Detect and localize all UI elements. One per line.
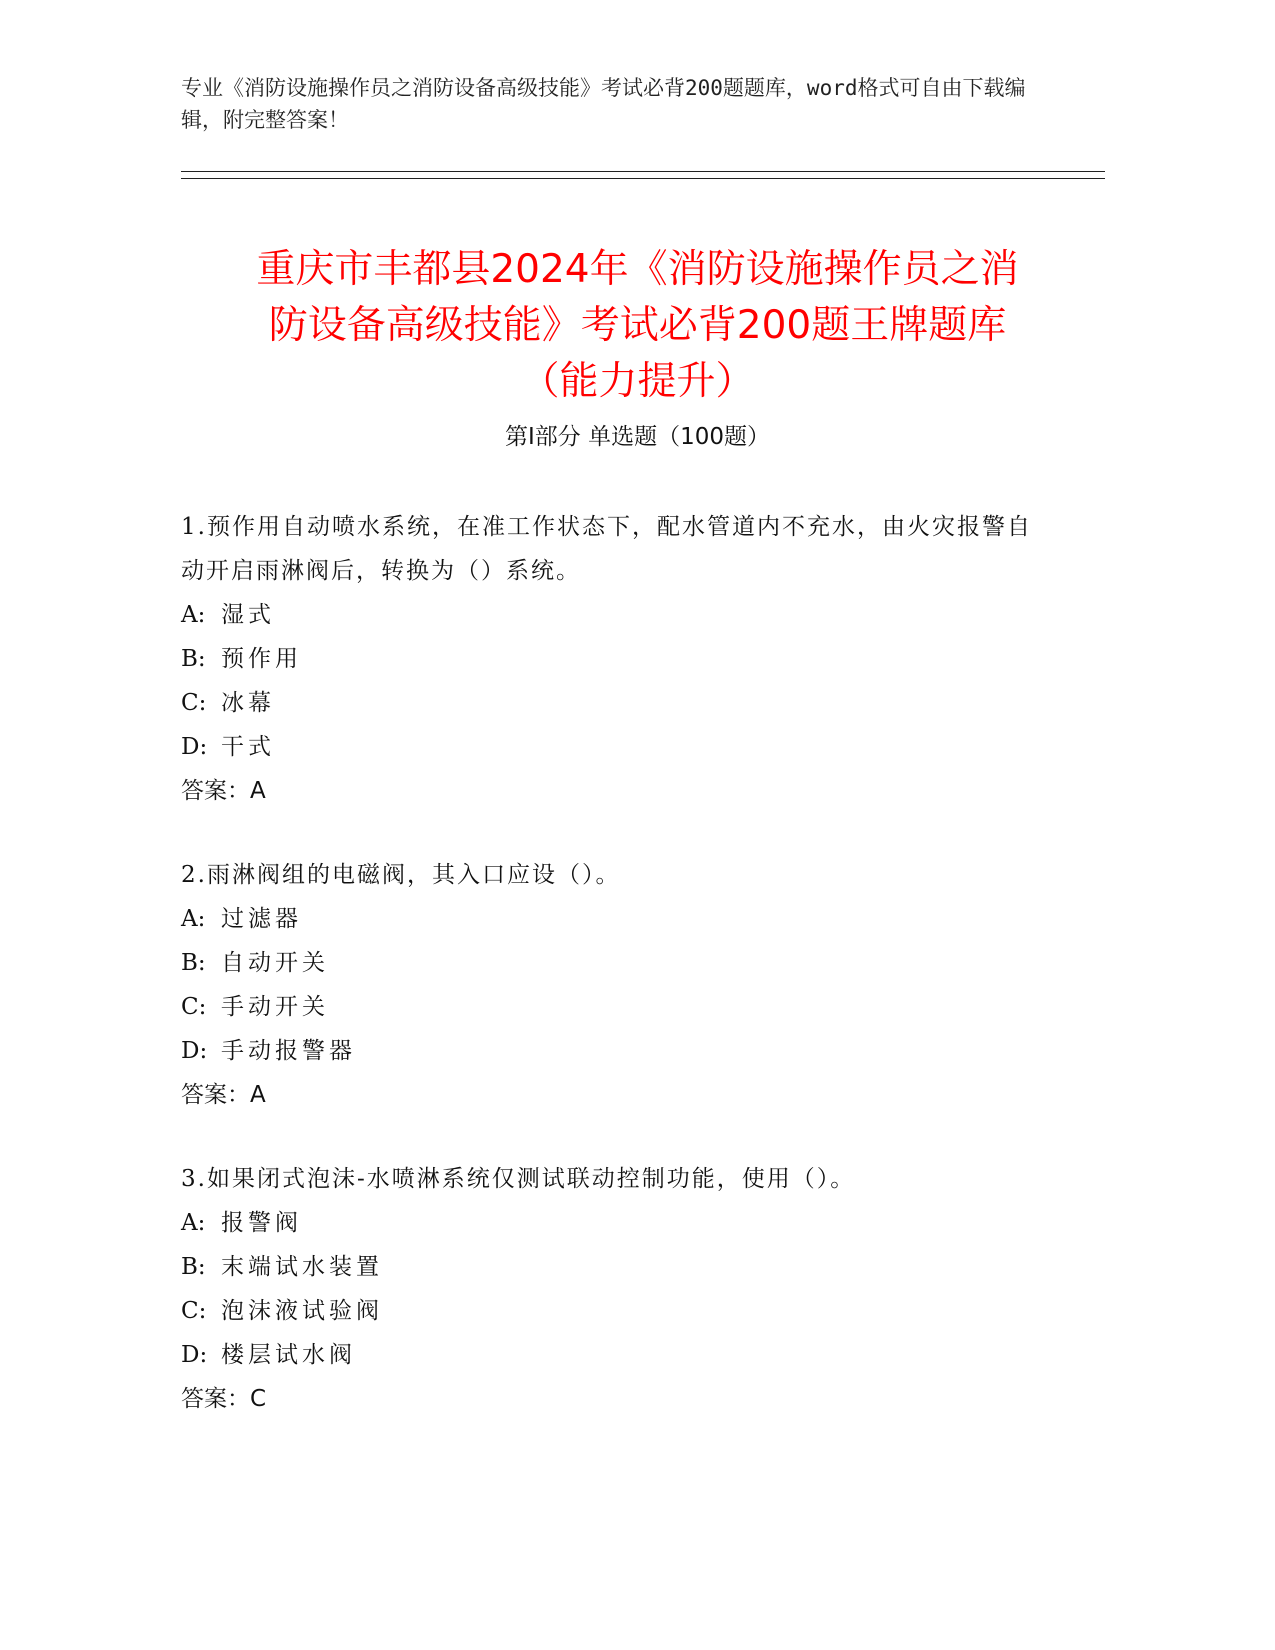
option-c xyxy=(181,1289,1041,1333)
question-stem: 1.预作用自动喷水系统，在准工作状态下，配水管道内不充水，由火灾报警自动开启雨淋阀后，转换为（）系统。 xyxy=(181,514,1032,584)
option-d xyxy=(181,1333,1041,1377)
option-b xyxy=(181,1245,1041,1289)
option-text: 湿式 xyxy=(221,602,275,628)
option-text: 自动开关 xyxy=(221,950,329,976)
question-2 xyxy=(181,853,1041,1117)
header-divider-bottom xyxy=(181,178,1105,179)
option-key: B: xyxy=(181,646,206,672)
answer-line: 答案：A xyxy=(181,1082,266,1108)
option-key: C: xyxy=(181,994,207,1020)
option-b xyxy=(181,637,1041,681)
option-key: C: xyxy=(181,690,207,716)
option-text: 手动报警器 xyxy=(221,1038,356,1064)
option-text: 报警阀 xyxy=(221,1210,302,1236)
option-d xyxy=(181,1029,1041,1073)
option-text: 手动开关 xyxy=(221,994,329,1020)
option-key: D: xyxy=(181,1342,208,1368)
question-list xyxy=(181,505,1041,1461)
question-stem: 2.雨淋阀组的电磁阀，其入口应设（）。 xyxy=(181,862,621,888)
option-key: A: xyxy=(181,1210,206,1236)
option-key: D: xyxy=(181,734,208,760)
option-b xyxy=(181,941,1041,985)
option-c xyxy=(181,681,1041,725)
option-a xyxy=(181,1201,1041,1245)
option-d xyxy=(181,725,1041,769)
title-line-1: 重庆市丰都县2024年《消防设施操作员之消 xyxy=(256,247,1019,293)
question-1 xyxy=(181,505,1041,813)
option-text: 末端试水装置 xyxy=(221,1254,383,1280)
option-text: 楼层试水阀 xyxy=(221,1342,356,1368)
option-a xyxy=(181,593,1041,637)
option-key: D: xyxy=(181,1038,208,1064)
title-line-3: （能力提升） xyxy=(520,359,755,405)
title-line-2: 防设备高级技能》考试必背200题王牌题库 xyxy=(268,303,1007,349)
option-text: 预作用 xyxy=(221,646,302,672)
option-a xyxy=(181,897,1041,941)
question-3 xyxy=(181,1157,1041,1421)
header-divider-top xyxy=(181,171,1105,172)
section-heading: 第Ⅰ部分 单选题（100题） xyxy=(505,424,770,450)
option-text: 泡沫液试验阀 xyxy=(221,1298,383,1324)
question-stem: 3.如果闭式泡沫-水喷淋系统仅测试联动控制功能，使用（）。 xyxy=(181,1166,856,1192)
option-text: 干式 xyxy=(221,734,275,760)
answer-line: 答案：A xyxy=(181,778,266,804)
option-text: 冰幕 xyxy=(221,690,275,716)
option-c xyxy=(181,985,1041,1029)
document-header-note: 专业《消防设施操作员之消防设备高级技能》考试必背200题题库，word格式可自由下载编辑，附完整答案！ xyxy=(181,76,1026,132)
document-title xyxy=(150,242,1125,410)
option-text: 过滤器 xyxy=(221,906,302,932)
option-key: B: xyxy=(181,1254,206,1280)
option-key: A: xyxy=(181,906,206,932)
answer-line: 答案：C xyxy=(181,1386,267,1412)
option-key: A: xyxy=(181,602,206,628)
option-key: C: xyxy=(181,1298,207,1324)
option-key: B: xyxy=(181,950,206,976)
